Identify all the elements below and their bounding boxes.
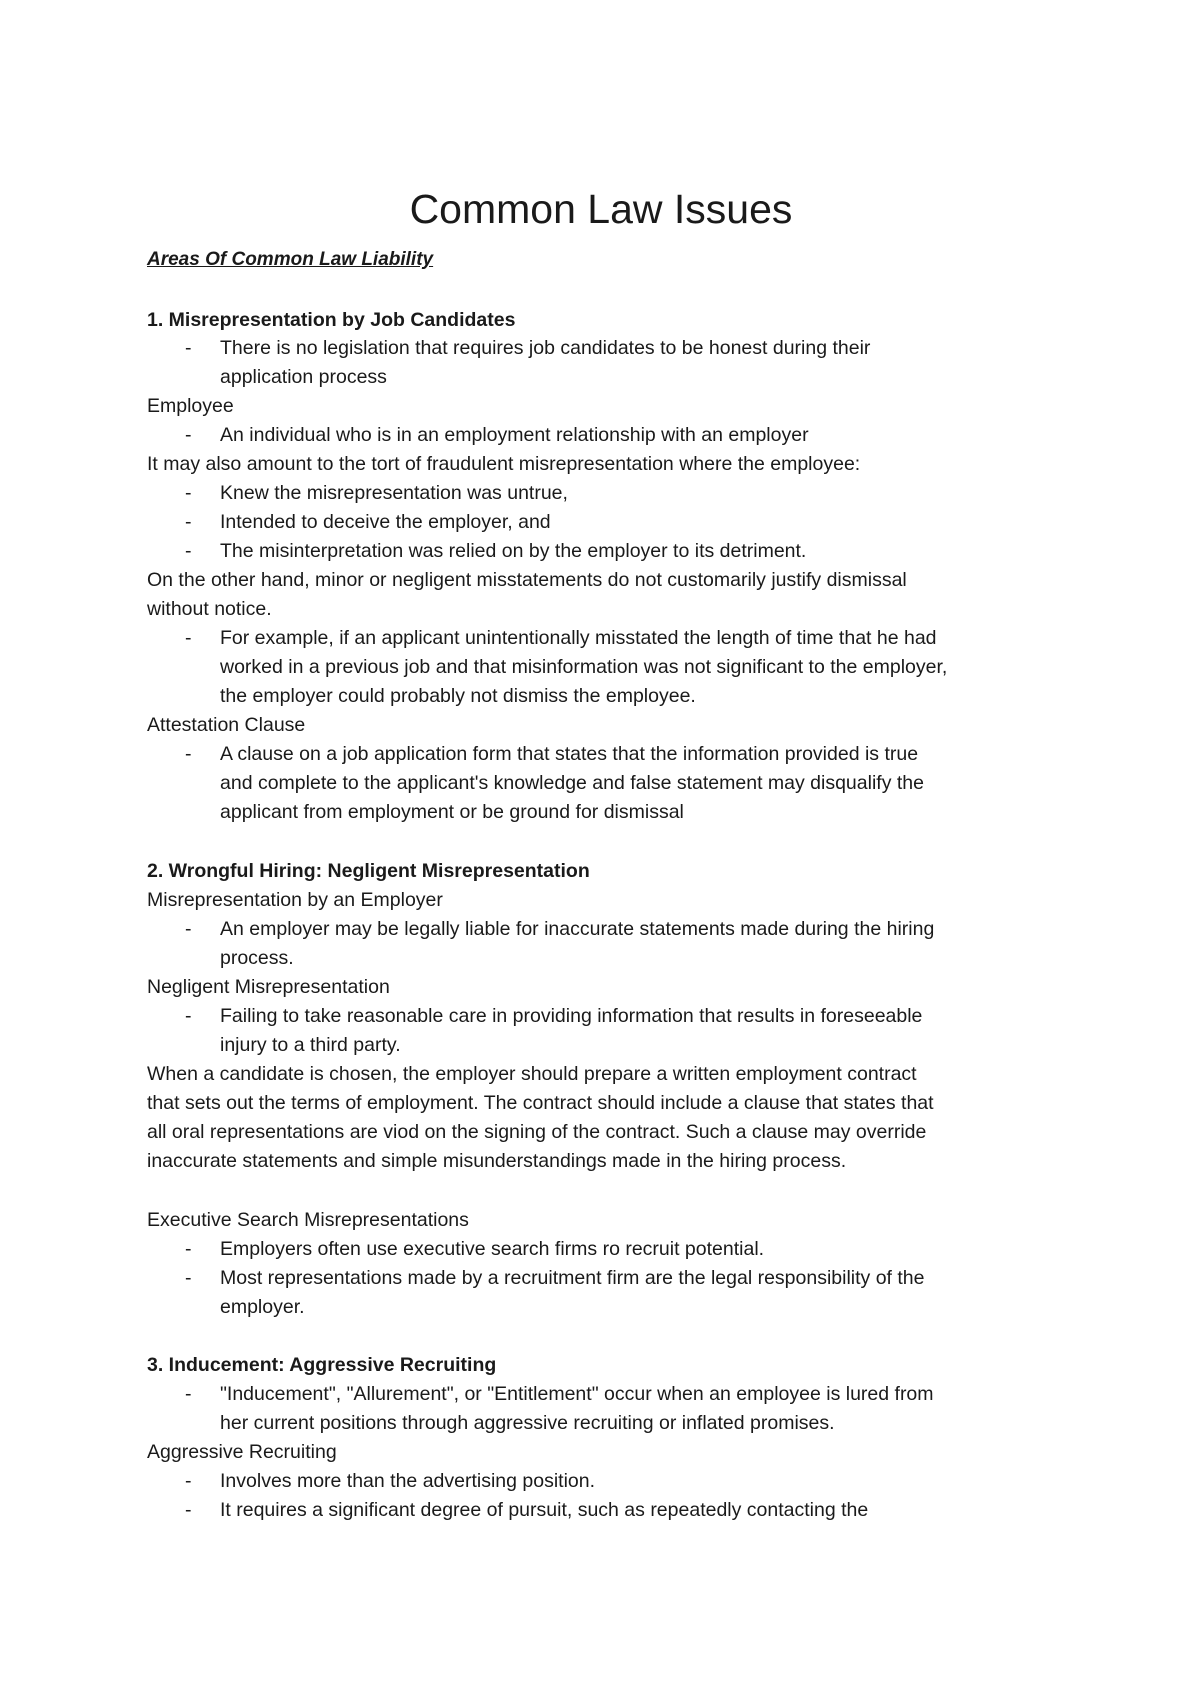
page-title: Common Law Issues bbox=[409, 186, 793, 232]
paragraph-text: When a candidate is chosen, the employer should prepare a written employment contract bbox=[147, 1063, 917, 1085]
section-heading: 2. Wrongful Hiring: Negligent Misrepresentation bbox=[147, 860, 590, 882]
term-label: Misrepresentation by an Employer bbox=[147, 889, 443, 911]
term-label: Executive Search Misrepresentations bbox=[147, 1209, 469, 1231]
page-subtitle: Areas Of Common Law Liability bbox=[147, 249, 434, 270]
bullet-dash: - bbox=[185, 511, 192, 533]
bullet-dash: - bbox=[185, 743, 192, 765]
list-item-text: Most representations made by a recruitment firm are the legal responsibility of the bbox=[220, 1267, 925, 1289]
bullet-dash: - bbox=[185, 627, 192, 649]
paragraph-text: without notice. bbox=[147, 598, 272, 620]
bullet-dash: - bbox=[185, 1470, 192, 1492]
term-label: Attestation Clause bbox=[147, 714, 306, 736]
list-item-text: Involves more than the advertising position. bbox=[220, 1470, 596, 1492]
bullet-dash: - bbox=[185, 1005, 192, 1027]
bullet-dash: - bbox=[185, 1383, 192, 1405]
list-item-text: the employer could probably not dismiss the employee. bbox=[220, 685, 696, 707]
list-item-text: An individual who is in an employment relationship with an employer bbox=[220, 424, 809, 446]
list-item-text: A clause on a job application form that states that the information provided is true bbox=[220, 743, 919, 765]
paragraph-text: It may also amount to the tort of fraudulent misrepresentation where the employee: bbox=[147, 453, 861, 475]
bullet-dash: - bbox=[185, 1238, 192, 1260]
term-label: Negligent Misrepresentation bbox=[147, 976, 390, 998]
list-item-text: The misinterpretation was relied on by the employer to its detriment. bbox=[220, 540, 807, 562]
list-item-text: Knew the misrepresentation was untrue, bbox=[220, 482, 568, 504]
bullet-dash: - bbox=[185, 482, 192, 504]
bullet-dash: - bbox=[185, 1267, 192, 1289]
section-heading: 1. Misrepresentation by Job Candidates bbox=[147, 309, 516, 331]
bullet-dash: - bbox=[185, 424, 192, 446]
list-item-text: "Inducement", "Allurement", or "Entitlement" occur when an employee is lured from bbox=[220, 1383, 934, 1405]
list-item-text: An employer may be legally liable for inaccurate statements made during the hiring bbox=[220, 918, 935, 940]
list-item-text: applicant from employment or be ground for dismissal bbox=[220, 801, 684, 823]
paragraph-text: all oral representations are viod on the signing of the contract. Such a clause may override bbox=[147, 1121, 927, 1143]
term-label: Employee bbox=[147, 395, 234, 417]
bullet-dash: - bbox=[185, 540, 192, 562]
list-item-text: employer. bbox=[220, 1296, 305, 1318]
paragraph-text: On the other hand, minor or negligent misstatements do not customarily justify dismissal bbox=[147, 569, 907, 591]
list-item-text: application process bbox=[220, 366, 387, 388]
bullet-dash: - bbox=[185, 918, 192, 940]
list-item-text: Failing to take reasonable care in providing information that results in foreseeable bbox=[220, 1005, 923, 1027]
list-item-text: process. bbox=[220, 947, 294, 969]
list-item-text: Intended to deceive the employer, and bbox=[220, 511, 551, 533]
term-label: Aggressive Recruiting bbox=[147, 1441, 337, 1463]
bullet-dash: - bbox=[185, 337, 192, 359]
list-item-text: For example, if an applicant unintentionally misstated the length of time that he had bbox=[220, 627, 937, 649]
list-item-text: It requires a significant degree of pursuit, such as repeatedly contacting the bbox=[220, 1499, 869, 1521]
list-item-text: injury to a third party. bbox=[220, 1034, 401, 1056]
section-heading: 3. Inducement: Aggressive Recruiting bbox=[147, 1354, 497, 1376]
list-item-text: worked in a previous job and that misinformation was not significant to the employer, bbox=[220, 656, 948, 678]
list-item-text: There is no legislation that requires job candidates to be honest during their bbox=[220, 337, 871, 359]
list-item-text: and complete to the applicant's knowledge and false statement may disqualify the bbox=[220, 772, 924, 794]
list-item-text: Employers often use executive search firms ro recruit potential. bbox=[220, 1238, 765, 1260]
bullet-dash: - bbox=[185, 1499, 192, 1521]
list-item-text: her current positions through aggressive recruiting or inflated promises. bbox=[220, 1412, 835, 1434]
paragraph-text: that sets out the terms of employment. The contract should include a clause that states that bbox=[147, 1092, 934, 1114]
paragraph-text: inaccurate statements and simple misunderstandings made in the hiring process. bbox=[147, 1150, 847, 1172]
